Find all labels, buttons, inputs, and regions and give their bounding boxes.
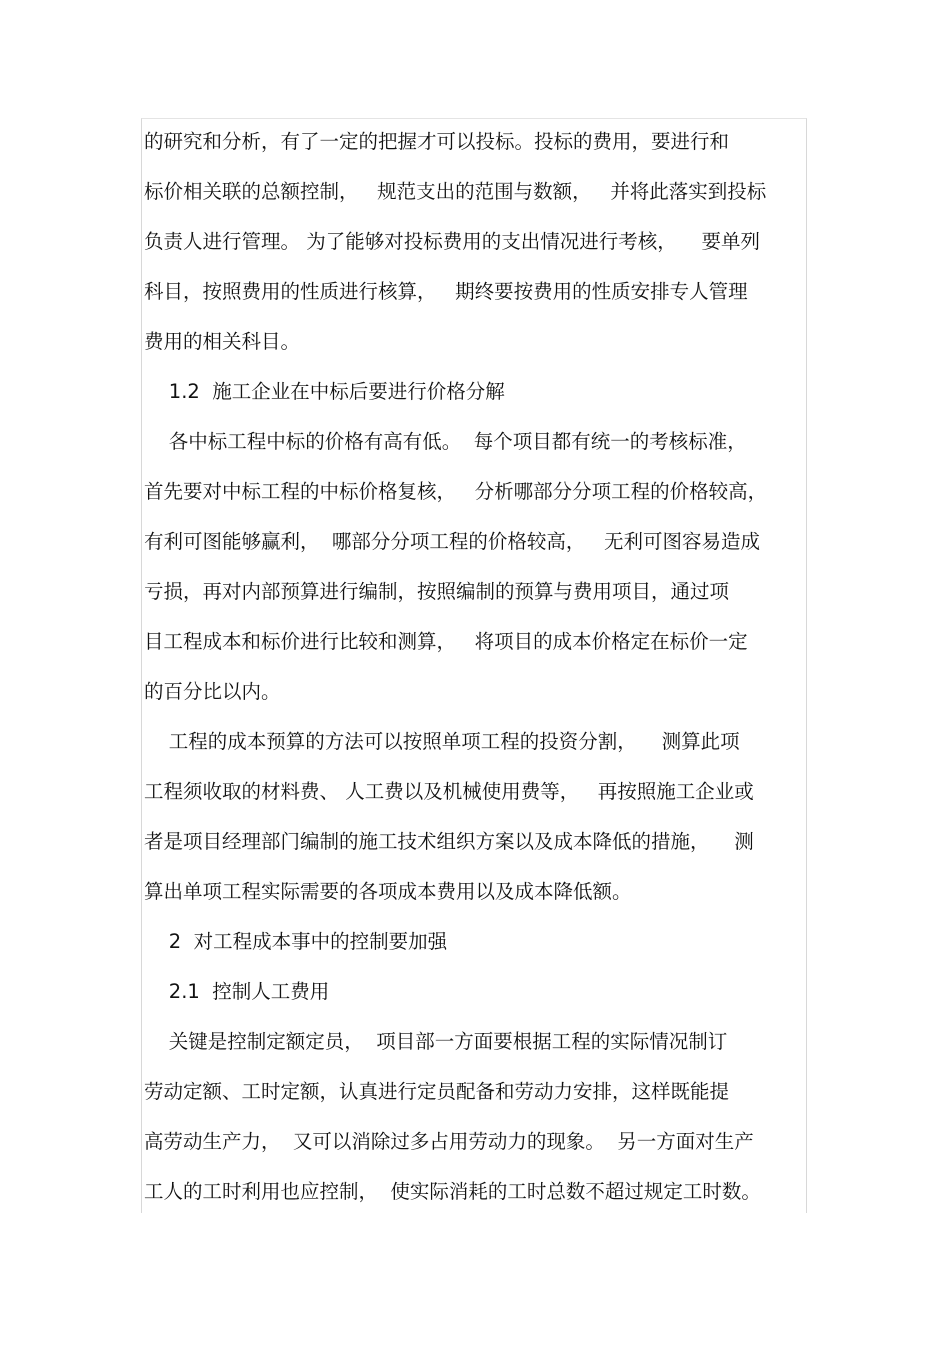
text-line: 工程须收取的材料费、 人工费以及机械使用费等， 再按照施工企业或: [144, 780, 754, 803]
text-line: 关键是控制定额定员， 项目部一方面要根据工程的实际情况制订: [144, 1030, 728, 1053]
text-line: 亏损，再对内部预算进行编制，按照编制的预算与费用项目，通过项: [144, 580, 730, 603]
section-heading: 2 对工程成本事中的控制要加强: [144, 930, 448, 953]
text-line: 劳动定额、工时定额，认真进行定员配备和劳动力安排，这样既能提: [144, 1080, 730, 1103]
text-line: 工程的成本预算的方法可以按照单项工程的投资分割， 测算此项: [144, 730, 740, 753]
text-line: 者是项目经理部门编制的施工技术组织方案以及成本降低的措施， 测: [144, 830, 754, 853]
text-line: 首先要对中标工程的中标价格复核， 分析哪部分分项工程的价格较高，: [144, 480, 768, 503]
text-line: 费用的相关科目。: [144, 330, 301, 353]
text-line: 有利可图能够赢利， 哪部分分项工程的价格较高， 无利可图容易造成: [144, 530, 760, 553]
document-body: [144, 124, 806, 1224]
text-line: 标价相关联的总额控制， 规范支出的范围与数额， 并将此落实到投标: [144, 180, 767, 203]
text-line: 的研究和分析，有了一定的把握才可以投标。投标的费用，要进行和: [144, 130, 730, 153]
text-line: 算出单项工程实际需要的各项成本费用以及成本降低额。: [144, 880, 632, 903]
text-line: 负责人进行管理。 为了能够对投标费用的支出情况进行考核， 要单列: [144, 230, 760, 253]
text-line: 的百分比以内。: [144, 680, 281, 703]
text-line: 高劳动生产力， 又可以消除过多占用劳动力的现象。 另一方面对生产: [144, 1130, 754, 1153]
section-heading: 2.1 控制人工费用: [144, 980, 330, 1003]
section-heading: 1.2 施工企业在中标后要进行价格分解: [144, 380, 505, 403]
text-line: 科目，按照费用的性质进行核算， 期终要按费用的性质安排专人管理: [144, 280, 748, 303]
text-line: 工人的工时利用也应控制， 使实际消耗的工时总数不超过规定工时数。: [144, 1180, 761, 1203]
text-line: 目工程成本和标价进行比较和测算， 将项目的成本价格定在标价一定: [144, 630, 748, 653]
text-line: 各中标工程中标的价格有高有低。 每个项目都有统一的考核标准，: [144, 430, 747, 453]
